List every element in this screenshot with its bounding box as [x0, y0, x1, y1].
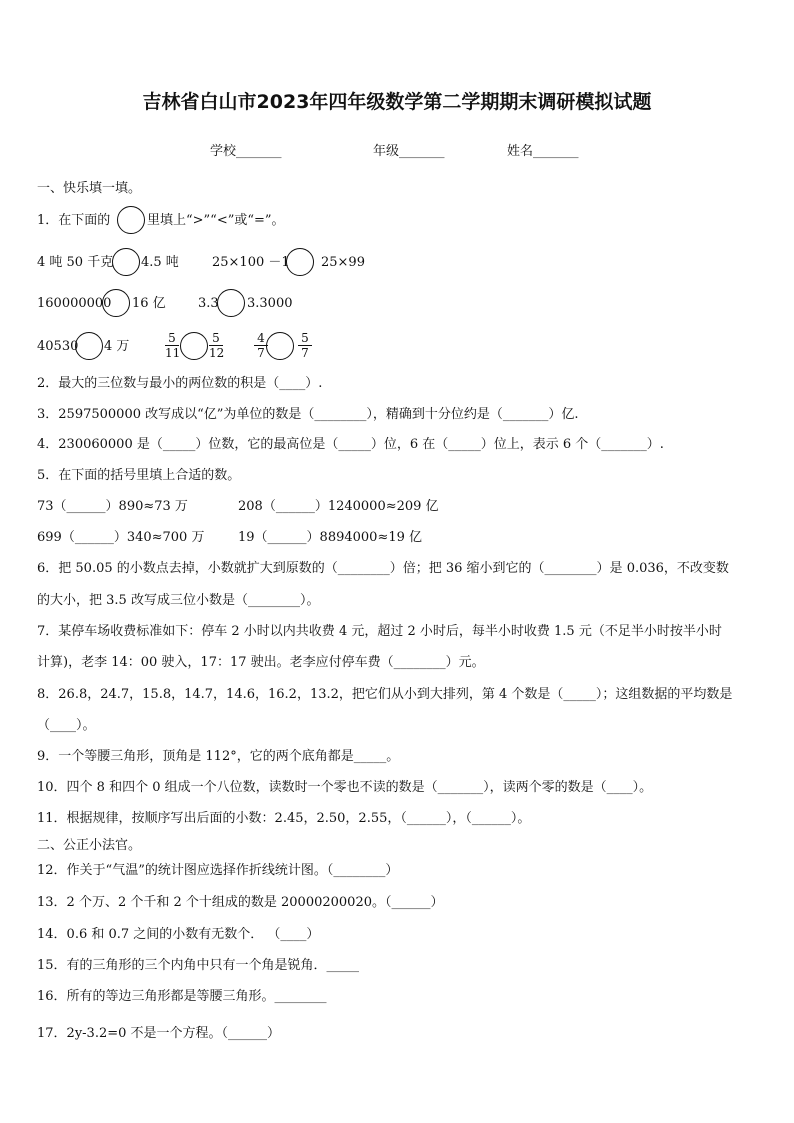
compare-item-right: 25×99: [321, 255, 365, 270]
question-5-item: 73（______）890≈73 万: [37, 499, 188, 514]
compare-circle[interactable]: [217, 289, 245, 317]
compare-circle[interactable]: [266, 332, 294, 360]
question-16: 16．所有的等边三角形都是等腰三角形。________: [37, 989, 327, 1004]
question-6: 6．把 50.05 的小数点去掉，小数就扩大到原数的（________）倍；把 36 缩小到它的（________）是 0.036，不改变数: [37, 561, 729, 576]
compare-item-right: 16 亿: [132, 296, 166, 311]
question-1-suffix: 里填上“>”“<”或“=”。: [147, 213, 285, 228]
school-field: 学校_______: [210, 144, 282, 159]
compare-circle-example: [117, 206, 145, 234]
compare-item-left: 25×100 －1: [212, 255, 290, 270]
page-title: 吉林省白山市2023年四年级数学第二学期期末调研模拟试题: [142, 91, 652, 113]
grade-field: 年级_______: [373, 144, 445, 159]
compare-item-right: 4.5 吨: [141, 255, 179, 270]
compare-circle[interactable]: [286, 248, 314, 276]
question-5-item: 208（______）1240000≈209 亿: [238, 499, 439, 514]
question-1-prefix: 1．在下面的: [37, 213, 111, 228]
question-8: 8．26.8，24.7，15.8，14.7，14.6，16.2，13.2，把它们从小到大排列，第 4 个数是（_____）；这组数据的平均数是: [37, 687, 733, 702]
question-15: 15．有的三角形的三个内角中只有一个角是锐角．_____: [37, 958, 360, 973]
question-5-item: 19（______）8894000≈19 亿: [238, 530, 423, 545]
question-13: 13．2 个万、2 个千和 2 个十组成的数是 20000200020。（______）: [37, 895, 444, 910]
compare-item-right: 3.3000: [247, 296, 293, 311]
question-8-continued: （____）。: [37, 718, 96, 733]
question-17: 17．2y-3.2=0 不是一个方程。（______）: [37, 1026, 281, 1041]
compare-item-left: 40530: [37, 339, 79, 354]
question-14: 14．0.6 和 0.7 之间的小数有无数个． （____）: [37, 927, 320, 942]
compare-circle[interactable]: [180, 332, 208, 360]
question-10: 10．四个 8 和四个 0 组成一个八位数，读数时一个零也不读的数是（_______），读两个零的数是（____）。: [37, 780, 653, 795]
compare-item-right: 4 万: [104, 339, 130, 354]
compare-item-left: 3.3: [198, 296, 219, 311]
question-5: 5．在下面的括号里填上合适的数。: [37, 468, 241, 483]
question-12: 12．作关于“气温”的统计图应选择作折线统计图。（________）: [37, 863, 399, 878]
question-2: 2．最大的三位数与最小的两位数的积是（____）.: [37, 376, 323, 391]
compare-item-left: 160000000: [37, 296, 112, 311]
question-6-continued: 的大小，把 3.5 改写成三位小数是（________）。: [37, 593, 320, 608]
question-9: 9．一个等腰三角形，顶角是 112°，它的两个底角都是_____。: [37, 749, 400, 764]
section-fill-in-heading: 一、快乐填一填。: [37, 181, 142, 196]
name-field: 姓名_______: [507, 144, 579, 159]
fraction: $\frac{5}{7}$: [298, 331, 312, 360]
compare-circle[interactable]: [112, 248, 140, 276]
question-3: 3．2597500000 改写成以“亿”为单位的数是（________），精确到十分位约是（_______）亿.: [37, 407, 579, 422]
question-7: 7．某停车场收费标准如下：停车 2 小时以内共收费 4 元，超过 2 小时后，每半小时收费 1.5 元（不足半小时按半小时: [37, 624, 722, 639]
fraction: $\frac{4}{7}$: [254, 331, 268, 360]
compare-circle[interactable]: [75, 332, 103, 360]
question-5-item: 699（______）340≈700 万: [37, 530, 205, 545]
question-11: 11．根据规律，按顺序写出后面的小数：2.45，2.50，2.55，（______），（______）。: [37, 811, 531, 826]
compare-item-left: 4 吨 50 千克: [37, 255, 114, 270]
question-7-continued: 计算)，老李 14：00 驶入，17：17 驶出。老李应付停车费（________）元。: [37, 655, 485, 670]
question-4: 4．230060000 是（_____）位数，它的最高位是（_____）位，6 在（_____）位上，表示 6 个（_______）.: [37, 437, 664, 452]
fraction: $\frac{5}{11}$: [165, 331, 181, 360]
compare-circle[interactable]: [102, 289, 130, 317]
fraction: $\frac{5}{12}$: [209, 331, 225, 360]
section-judge-heading: 二、公正小法官。: [37, 838, 142, 853]
